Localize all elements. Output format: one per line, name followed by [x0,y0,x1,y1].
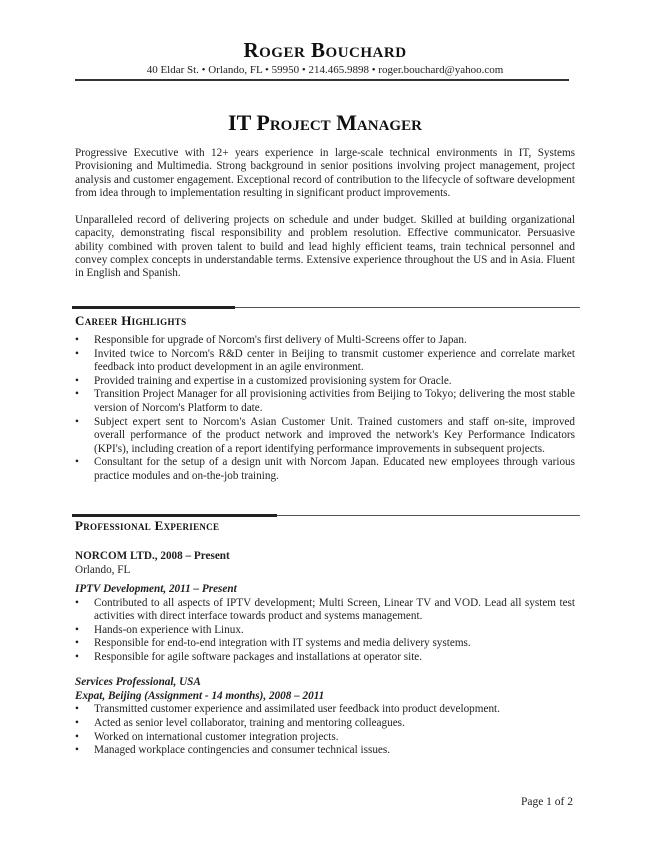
list-item: • Responsible for upgrade of Norcom's first delivery of Multi-Screens offer to Japan. [75,334,575,348]
section-heading: Professional Experience [75,518,220,533]
summary-paragraph: Progressive Executive with 12+ years experience in large-scale technical environments in IT, Systems Provisioning and Multimedia. Strong background in senior positions involving project management, project analysis and customer engagement. Exceptional record of contribution to the lifecycle of software development from idea through to implementation resulting in significant product improvements. [75,147,575,199]
experience-section [75,518,575,758]
list-item: • Consultant for the setup of a design unit with Norcom Japan. Educated new employees through various practice modules and on-the-job training. [75,456,575,483]
list-item: • Contributed to all aspects of IPTV development; Multi Screen, Linear TV and VOD. Lead all system test activities with direct interface towards product and systems management. [75,597,575,624]
list-item: • Hands-on experience with Linux. [75,624,575,638]
list-item: • Transmitted customer experience and assimilated user feedback into product development. [75,703,575,717]
role-subtitle: Expat, Beijing (Assignment - 14 months), 2008 – 2011 [75,689,325,702]
list-item: • Managed workplace contingencies and consumer technical issues. [75,744,575,758]
list-item: • Transition Project Manager for all provisioning activities from Beijing to Tokyo; delivering the most stable version of Norcom's Platform to date. [75,388,575,415]
summary [75,147,575,281]
list-item: • Worked on international customer integration projects. [75,731,575,745]
role-duties [75,703,575,757]
role-duties [75,597,575,665]
section-divider [72,307,580,308]
summary-paragraph: Unparalleled record of delivering projects on schedule and under budget. Skilled at building organizational capacity, demonstrating fiscal responsibility and problem resolution. Effective communicator. Persuasive ability combined with proven talent to build and lead highly efficient teams, train technical personnel and convey complex concepts in understandable terms. Extensive experience throughout the US and in Asia. Fluent in English and Spanish. [75,214,575,280]
highlights-list [75,334,575,484]
job-title: IT Project Manager [228,110,422,135]
header-divider [75,79,569,81]
list-item: • Provided training and expertise in a customized provisioning system for Oracle. [75,375,575,389]
role-title: IPTV Development, 2011 – Present [75,583,237,595]
career-highlights-section [75,313,575,484]
contact-info: 40 Eldar St. • Orlando, FL • 59950 • 214.465.9898 • roger.bouchard@yahoo.com [146,64,504,76]
list-item: • Responsible for agile software packages and installations at operator site. [75,651,575,665]
list-item: • Responsible for end-to-end integration with IT systems and media delivery systems. [75,637,575,651]
company-name: NORCOM LTD., 2008 – Present [75,550,230,562]
company-location: Orlando, FL [75,564,131,576]
role-title: Services Professional, USA [75,676,201,689]
list-item: • Subject expert sent to Norcom's Asian Customer Unit. Trained customers and staff on-site, improved overall performance of the product network and improved the network's Key Performance Indicators (KPI's), including creation of a report identifying performance improvements in subsequent projects. [75,416,575,457]
list-item: • Invited twice to Norcom's R&D center in Beijing to transmit customer experience and correlate market feedback into product development in an agile environment. [75,348,575,375]
section-heading: Career Highlights [75,313,187,328]
section-divider [72,515,580,516]
list-item: • Acted as senior level collaborator, training and mentoring colleagues. [75,717,575,731]
page-number: Page 1 of 2 [520,796,573,808]
candidate-name: Roger Bouchard [243,38,407,62]
